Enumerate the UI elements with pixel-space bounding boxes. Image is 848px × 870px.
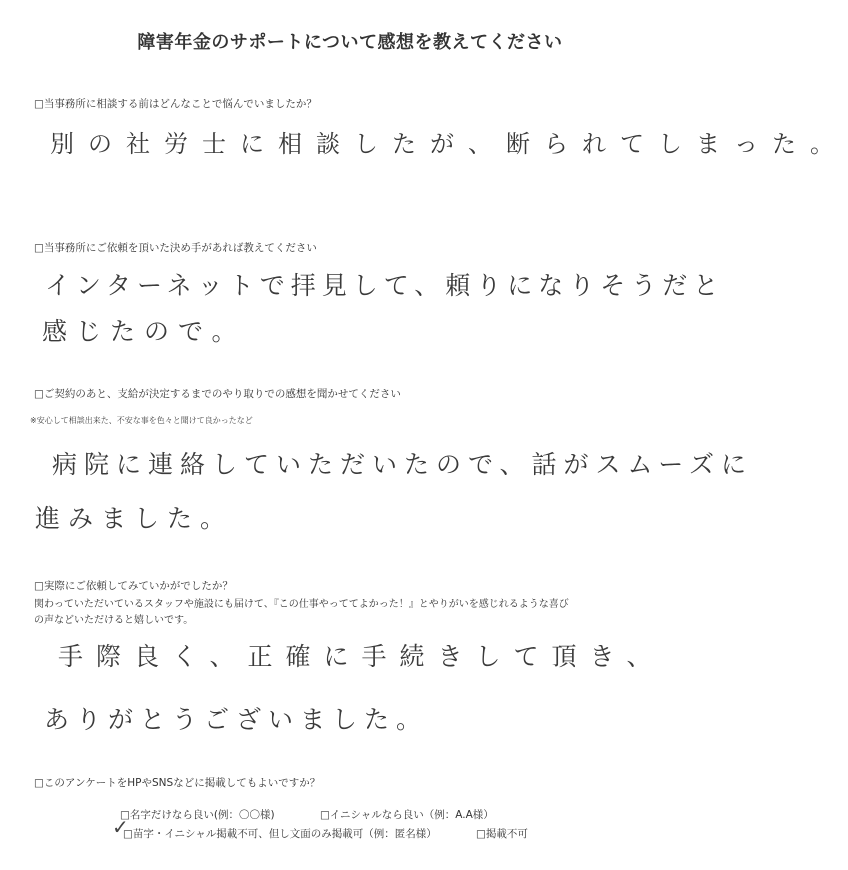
option-surname-only[interactable]: □名字だけなら良い(例：〇〇様) (120, 809, 275, 821)
answer-1: 別の社労士に相談したが、断られてしまった。 (50, 130, 848, 158)
question-4-desc-line-2: の声などいただけると嬉しいです。 (34, 615, 194, 626)
question-4: □実際にご依頼してみていかがでしたか？ (34, 580, 233, 592)
answer-2-line-1: インターネットで拝見して、頼りになりそうだと (45, 271, 725, 300)
answer-3-line-2: 進みました。 (35, 504, 234, 533)
question-4-desc-line-1: 関わっていただいているスタッフや施設にも届けて、『この仕事やっててよかった！』とやりがいを感じれるような喜び (34, 599, 569, 610)
answer-2-line-2: 感じたので。 (42, 317, 246, 346)
answer-4-line-2: ありがとうございました。 (44, 705, 429, 734)
question-3: □ご契約のあと、支給が決定するまでのやり取りでの感想を聞かせてください (34, 388, 401, 400)
question-5: □このアンケートをHPやSNSなどに掲載してもよいですか？ (34, 777, 321, 789)
option-no-publish[interactable]: □掲載不可 (476, 828, 528, 840)
option-initials-only[interactable]: □イニシャルなら良い（例：A.A様） (320, 809, 494, 821)
question-1: □当事務所に相談する前はどんなことで悩んでいましたか？ (34, 98, 317, 110)
option-text-only[interactable]: □苗字・イニシャル掲載不可、但し文面のみ掲載可（例：匿名様） (123, 828, 437, 840)
answer-4-line-1: 手際良く、正確に手続きして頂き、 (58, 642, 665, 671)
question-3-note: ※安心して相談出来た、不安な事を色々と聞けて良かったなど (30, 416, 253, 425)
question-2: □当事務所にご依頼を頂いた決め手があれば教えてください (34, 242, 317, 254)
answer-3-line-1: 病院に連絡していただいたので、話がスムーズに (52, 450, 754, 479)
page-title: 障害年金のサポートについて感想を教えてください (137, 32, 563, 53)
check-mark-icon: ✓ (112, 815, 129, 839)
